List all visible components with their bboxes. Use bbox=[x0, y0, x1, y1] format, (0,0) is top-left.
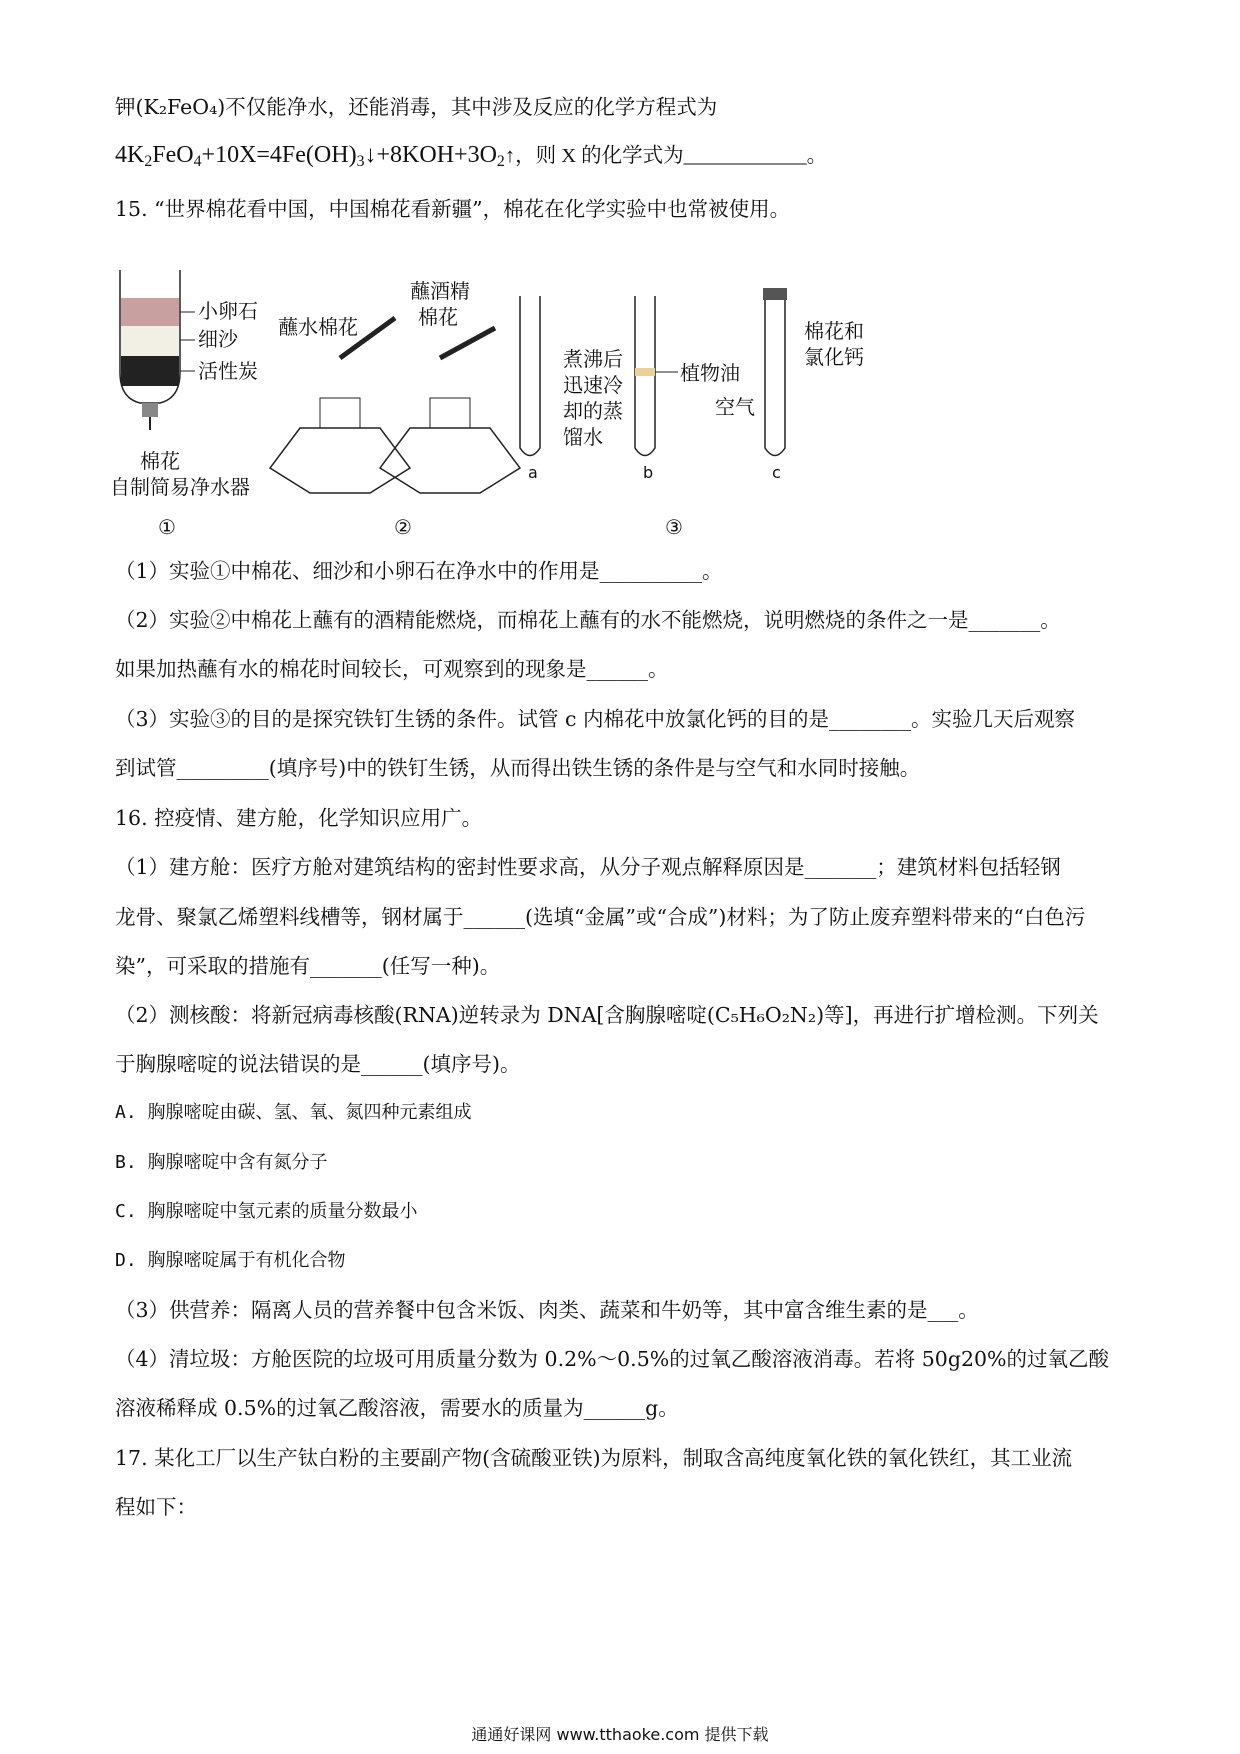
label-cotton-cacl2-1: 棉花和 bbox=[804, 319, 864, 343]
option-a: A. 胸腺嘧啶由碳、氢、氧、氮四种元素组成 bbox=[115, 1102, 472, 1123]
q15-part2b: 如果加热蘸有水的棉花时间较长，可观察到的现象是______。 bbox=[115, 657, 669, 681]
label-water-cotton: 蘸水棉花 bbox=[278, 315, 358, 339]
label-boiled-1: 煮沸后 bbox=[563, 347, 623, 371]
tube-a: a bbox=[528, 463, 538, 482]
label-cotton-cacl2-2: 氯化钙 bbox=[804, 345, 864, 369]
chemical-equation: $4K_2FeO_4+10X=4Fe(OH)_3↓+8KOH+3O_2↑$，则 X 的化学式为____________。 bbox=[115, 142, 828, 170]
question-17: 17. 某化工厂以生产钛白粉的主要副产物(含硫酸亚铁)为原料，制取含高纯度氧化铁的氧化铁红，其工业流 bbox=[115, 1446, 1073, 1470]
label-air: 空气 bbox=[715, 395, 755, 419]
label-oil: 植物油 bbox=[680, 361, 740, 385]
label-boiled-2: 迅速冷 bbox=[563, 373, 623, 397]
test-tubes-diagram bbox=[520, 288, 864, 539]
footer-source: 通通好课网 www.tthaoke.com 提供下载 bbox=[471, 1725, 769, 1744]
label-alcohol-cotton-1: 蘸酒精 bbox=[410, 279, 470, 303]
label-alcohol-cotton-2: 棉花 bbox=[418, 305, 458, 329]
question-15: 15. “世界棉花看中国，中国棉花看新疆”，棉花在化学实验中也常被使用。 bbox=[115, 197, 791, 221]
q15-part2a: （2）实验②中棉花上蘸有的酒精能燃烧，而棉花上蘸有的水不能燃烧，说明燃烧的条件之一是_______。 bbox=[115, 608, 1061, 632]
text-line: 钾(K₂FeO₄)不仅能净水，还能消毒，其中涉及反应的化学方程式为 bbox=[115, 95, 718, 119]
figure-num-1: ① bbox=[158, 515, 176, 539]
q15-part1: （1）实验①中棉花、细沙和小卵石在净水中的作用是__________。 bbox=[115, 559, 723, 583]
figure-num-2: ② bbox=[394, 515, 412, 539]
q16-part4b: 溶液稀释成 0.5%的过氧乙酸溶液，需要水的质量为______g。 bbox=[115, 1396, 679, 1420]
label-sand: 细沙 bbox=[198, 327, 238, 351]
q15-part3a: （3）实验③的目的是探究铁钉生锈的条件。试管 c 内棉花中放氯化钙的目的是________。实验几天后观察 bbox=[115, 707, 1076, 731]
label-pebbles: 小卵石 bbox=[198, 299, 258, 323]
q16-part2a: （2）测核酸：将新冠病毒核酸(RNA)逆转录为 DNA[含胸腺嘧啶(C₅H₆O₂N₂)等]，再进行扩增检测。下列关 bbox=[115, 1003, 1099, 1027]
option-b: B. 胸腺嘧啶中含有氮分子 bbox=[115, 1152, 328, 1173]
q16-part2b: 于胸腺嘧啶的说法错误的是______(填序号)。 bbox=[115, 1052, 521, 1076]
alcohol-lamps-diagram bbox=[270, 279, 520, 539]
figure-num-3: ③ bbox=[665, 515, 683, 539]
tube-c: c bbox=[772, 463, 781, 482]
tube-b: b bbox=[643, 463, 654, 482]
q16-part3: （3）供营养：隔离人员的营养餐中包含米饭、肉类、蔬菜和牛奶等，其中富含维生素的是___。 bbox=[115, 1298, 979, 1322]
filter-caption: 自制简易净水器 bbox=[110, 475, 250, 499]
question-16: 16. 控疫情、建方舱，化学知识应用广。 bbox=[115, 806, 483, 830]
water-filter-diagram bbox=[110, 270, 258, 539]
q16-part4a: （4）清垃圾：方舱医院的垃圾可用质量分数为 0.2%～0.5%的过氧乙酸溶液消毒。若将 50g20%的过氧乙酸 bbox=[115, 1347, 1110, 1371]
q15-part3b: 到试管_________(填序号)中的铁钉生锈，从而得出铁生锈的条件是与空气和水同时接触。 bbox=[115, 756, 921, 780]
q16-part1a: （1）建方舱：医疗方舱对建筑结构的密封性要求高，从分子观点解释原因是_______；建筑材料包括轻钢 bbox=[115, 855, 1061, 879]
label-carbon: 活性炭 bbox=[198, 359, 258, 383]
q17-continued: 程如下： bbox=[115, 1495, 197, 1519]
option-d: D. 胸腺嘧啶属于有机化合物 bbox=[115, 1250, 346, 1271]
q16-part1b: 龙骨、聚氯乙烯塑料线槽等，钢材属于______(选填“金属”或“合成”)材料；为了防止废弃塑料带来的“白色污 bbox=[115, 905, 1086, 929]
q16-part1c: 染”，可采取的措施有_______(任写一种)。 bbox=[115, 954, 501, 978]
label-cotton: 棉花 bbox=[140, 449, 180, 473]
experiment-figure bbox=[110, 268, 1150, 548]
option-c: C. 胸腺嘧啶中氢元素的质量分数最小 bbox=[115, 1201, 418, 1222]
label-boiled-4: 馏水 bbox=[563, 425, 603, 449]
label-boiled-3: 却的蒸 bbox=[563, 399, 623, 423]
